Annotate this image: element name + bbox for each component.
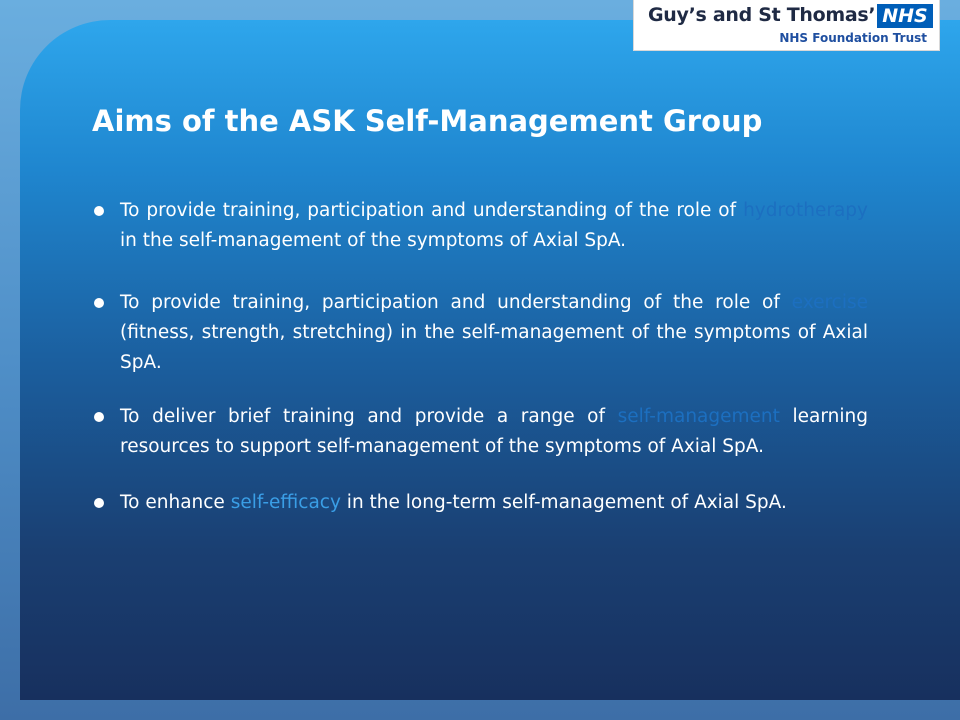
aim-item-hydrotherapy [92, 196, 868, 256]
aim-text-before: To enhance [120, 492, 231, 513]
aim-item-self-efficacy [92, 488, 868, 518]
bullet-dot-icon [94, 498, 104, 508]
aim-text-after: learning resources to support self-management of the symptoms of Axial SpA. [120, 406, 868, 457]
aim-item-exercise [92, 288, 868, 378]
aim-text-before: To deliver brief training and provide a range of [120, 406, 618, 427]
aim-text-before: To provide training, participation and understanding of the role of [120, 200, 744, 221]
aim-text-before: To provide training, participation and understanding of the role of [120, 292, 792, 313]
bullet-dot-icon [94, 206, 104, 216]
logo-trust-name: Guy’s and St Thomas’ [648, 4, 876, 26]
slide-title: Aims of the ASK Self-Management Group [92, 104, 763, 138]
aim-highlight: exercise [791, 292, 868, 313]
aim-text-after: in the long-term self-management of Axial SpA. [340, 492, 787, 513]
bullet-dot-icon [94, 412, 104, 422]
aim-text-after: (fitness, strength, stretching) in the self-management of the symptoms of Axial SpA. [120, 322, 868, 373]
aim-highlight: self-efficacy [230, 492, 341, 513]
trust-logo [633, 0, 940, 51]
aim-highlight: self-management [617, 406, 780, 427]
bullet-dot-icon [94, 298, 104, 308]
aim-text-after: in the self-management of the symptoms of Axial SpA. [120, 230, 627, 251]
logo-subtitle: NHS Foundation Trust [779, 31, 927, 45]
aims-list [92, 196, 868, 550]
aim-highlight: hydrotherapy [743, 200, 868, 221]
aim-item-self-management [92, 402, 868, 462]
nhs-logo-badge: NHS [877, 4, 933, 28]
